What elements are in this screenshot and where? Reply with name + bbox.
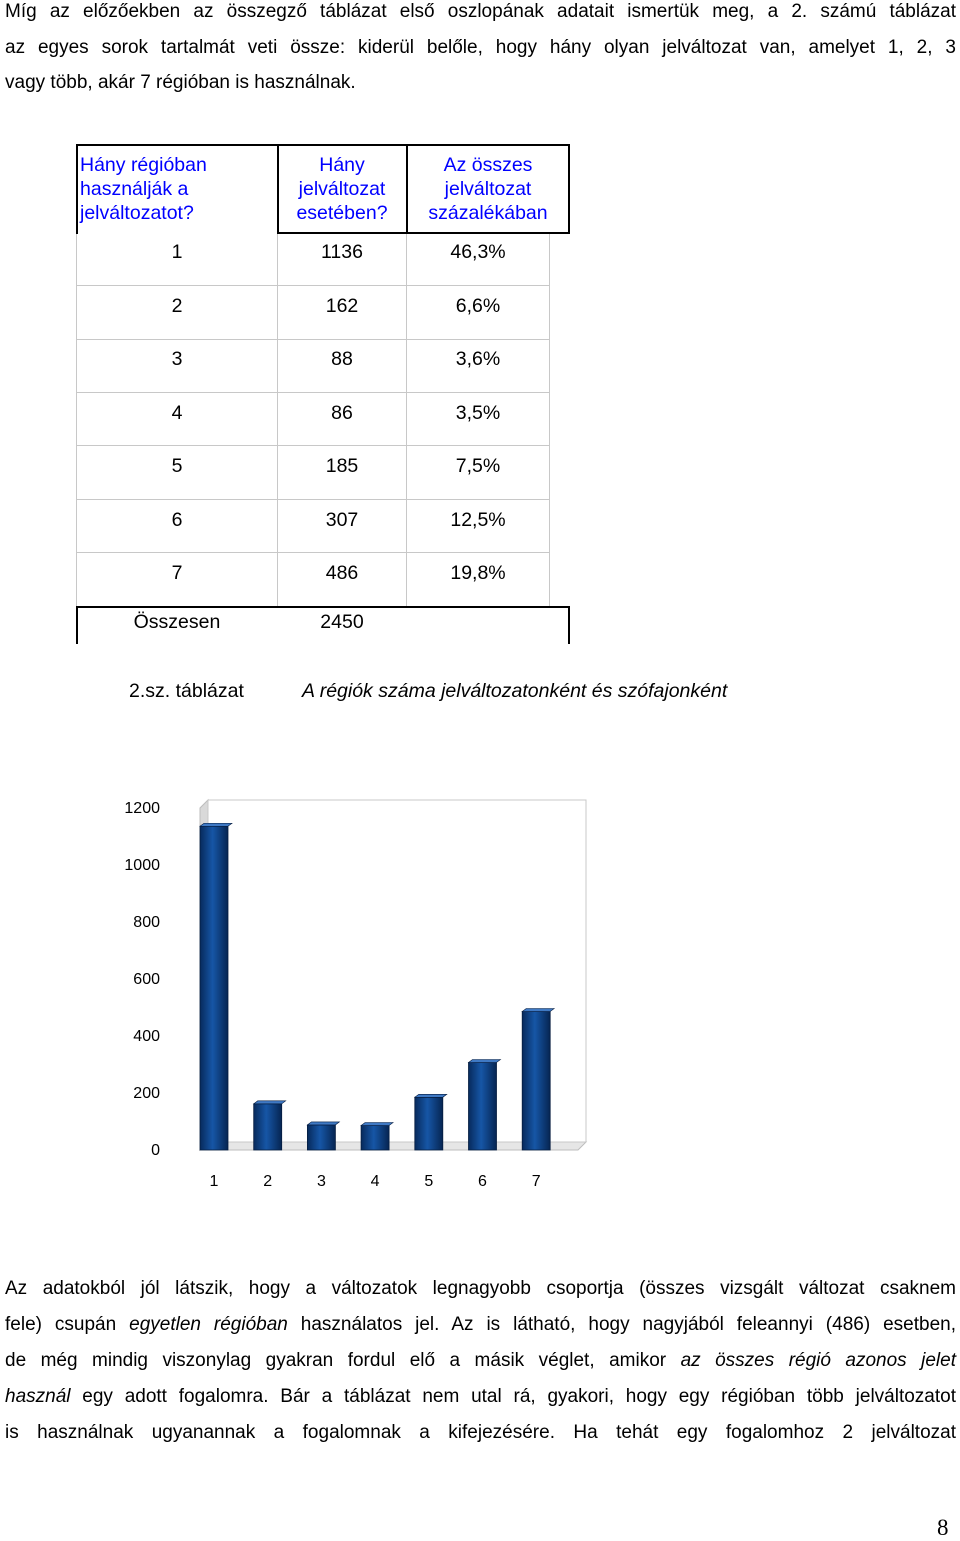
table-border [568,144,570,234]
table-gridline [76,392,550,393]
table-cell: 86 [331,402,353,424]
table-cell: 6 [171,509,183,531]
table-cell: 162 [325,295,359,317]
table-total-value: 2450 [320,611,364,633]
intro-line: Míg az előzőekben az összegző táblázat első oszlopának adatait ismertük meg, a 2. számú táblázat [5,1,956,22]
y-tick-label: 1200 [124,800,160,817]
table-gridline [76,339,550,340]
bar-top [200,823,232,826]
table-top-border [76,144,570,146]
intro-line: az egyes sorok tartalmát veti össze: kiderül belőle, hogy hány olyan jelváltozat van, amelyet 1, 2, 3 [5,36,956,58]
table-cell: 3,6% [455,348,501,370]
table-gridline [76,499,550,500]
table-cell: 3,5% [455,402,501,424]
table-gridline [76,285,550,286]
bar-top [361,1122,393,1125]
bar-top [469,1060,501,1063]
table-cell: 2 [171,295,183,317]
bar [469,1063,497,1150]
page-number: 8 [937,1515,949,1540]
bar [200,826,228,1150]
body-line: de még mindig viszonylag gyakran fordul elő a másik véglet, amikor az összes régió azonos jelet [5,1350,956,1371]
table-gridline [76,606,570,608]
table-cell: 4 [171,402,183,424]
table-cell: 19,8% [450,562,506,584]
x-tick-label: 5 [424,1173,434,1190]
y-tick-label: 0 [151,1142,160,1159]
x-tick-label: 6 [478,1173,487,1190]
y-tick-label: 1000 [124,857,160,874]
body-line: is használnak ugyanannak a fogalomnak a kifejezésére. Ha tehát egy fogalomhoz 2 jelváltozat [5,1422,956,1443]
header-regions: Hány régióban használják a jelváltozatot? [80,154,207,224]
table-border [568,606,570,644]
table-gridline [76,445,550,446]
table-cell: 46,3% [450,241,506,263]
bar [522,1011,550,1150]
x-tick-label: 2 [263,1173,273,1190]
body-paragraph [5,1271,956,1451]
table-cell: 185 [325,455,359,477]
y-tick-label: 200 [133,1085,160,1102]
table-cell: 486 [325,562,359,584]
bar-top [522,1008,554,1011]
table-cell: 88 [331,348,353,370]
x-tick-label: 3 [316,1173,326,1190]
header-count: Hány jelváltozat esetében? [296,154,388,224]
table-total-label: Összesen [133,611,221,633]
x-tick-label: 7 [531,1173,541,1190]
table-cell: 5 [171,455,183,477]
table-caption-title: A régiók száma jelváltozatonként és szófajonként [302,680,728,702]
table-header-bottom-border [277,232,570,234]
body-line: fele) csupán egyetlen régióban használatos jel. Az is látható, hogy nagyjából feleannyi (486) esetben, [5,1314,956,1335]
bar-top [307,1122,339,1125]
intro-line: vagy több, akár 7 régióban is használnak. [5,72,356,93]
bar [361,1125,389,1150]
y-tick-label: 600 [133,971,160,988]
table-cell: 3 [171,348,183,370]
bar-chart [110,790,590,1200]
table-cell: 6,6% [455,295,501,317]
body-line: Az adatokból jól látszik, hogy a változatok legnagyobb csoportja (összes vizsgált változat csaknem [5,1278,956,1299]
table-cell: 1136 [321,241,363,263]
intro-paragraph [5,0,956,101]
bar-top [415,1094,447,1097]
table-gridline [76,552,550,553]
y-tick-label: 800 [133,914,160,931]
x-tick-label: 4 [370,1173,380,1190]
table-caption-label: 2.sz. táblázat [129,680,244,702]
table-border [76,144,78,234]
body-line: használ egy adott fogalomra. Bár a táblázat nem utal rá, gyakori, hogy egy régióban több jelváltozatot [5,1386,956,1407]
bar [415,1097,443,1150]
x-tick-label: 1 [209,1173,219,1190]
bar-top [254,1101,286,1104]
table-cell: 12,5% [450,509,506,531]
table-cell: 7 [171,562,183,584]
y-tick-label: 400 [133,1028,160,1045]
table-cell: 307 [325,509,359,531]
header-percent: Az összes jelváltozat százalékában [428,154,548,224]
table-cell: 7,5% [455,455,501,477]
bar [307,1125,335,1150]
table-cell: 1 [171,241,183,263]
bar [254,1104,282,1150]
